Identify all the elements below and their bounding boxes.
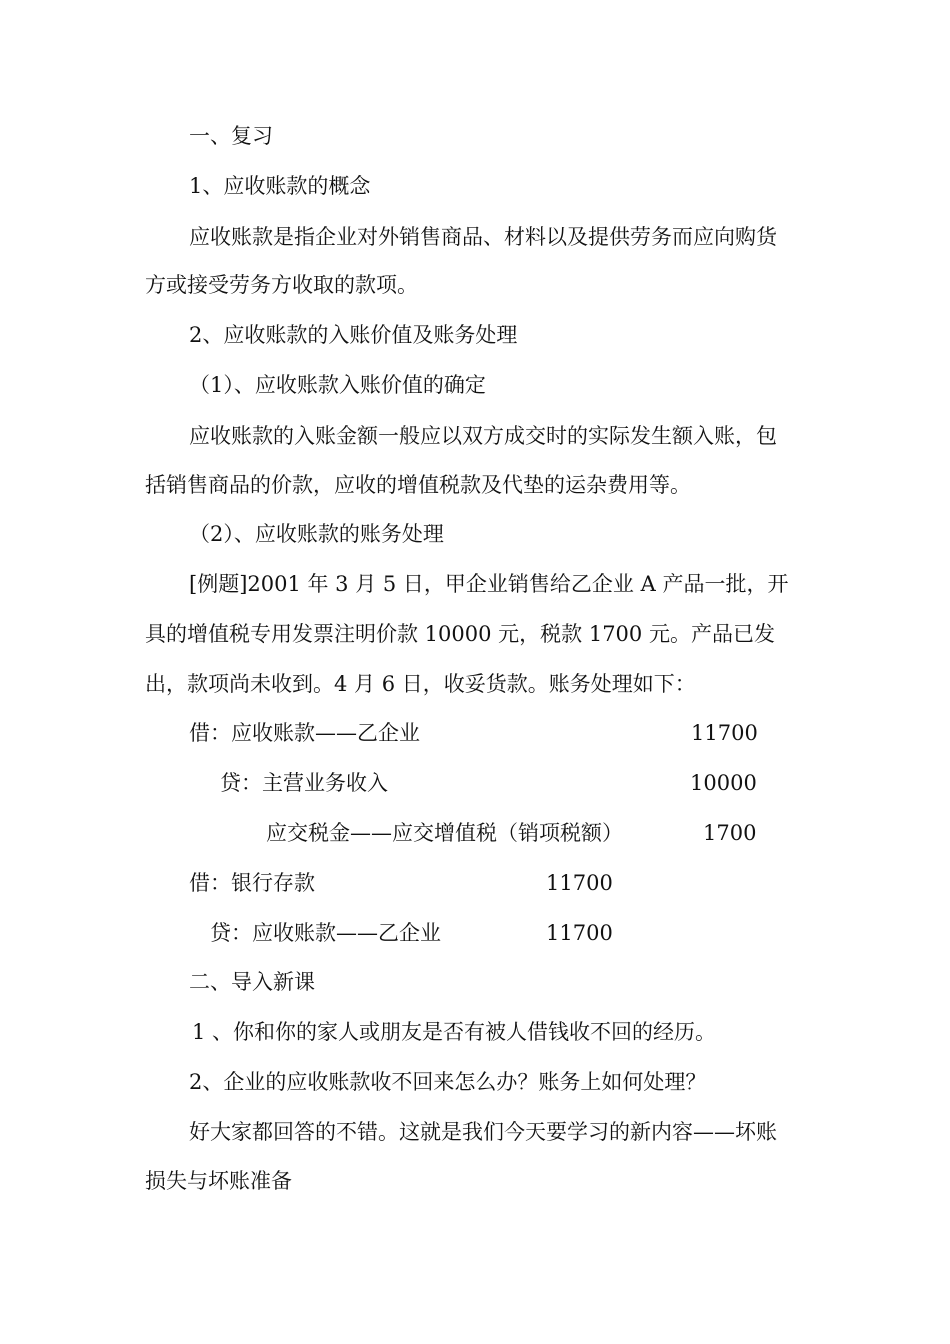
question-1: 1 、你和你的家人或朋友是否有被人借钱收不回的经历。 <box>192 1020 717 1044</box>
example-line-1: [例题]2001 年 3 月 5 日，甲企业销售给乙企业 A 产品一批，开 <box>189 572 789 596</box>
entry1-credit-1-amount: 10000 <box>690 771 757 795</box>
closing-line-1: 好大家都回答的不错。这就是我们今天要学习的新内容——坏账 <box>189 1120 777 1144</box>
example-line-2: 具的增值税专用发票注明价款 10000 元，税款 1700 元。产品已发 <box>145 622 775 646</box>
value-line-1: 应收账款的入账金额一般应以双方成交时的实际发生额入账，包 <box>189 424 777 448</box>
sub1-title: （1）、应收账款入账价值的确定 <box>189 373 486 397</box>
entry2-credit: 贷：应收账款——乙企业 <box>210 921 441 945</box>
definition-line-1: 应收账款是指企业对外销售商品、材料以及提供劳务而应向购货 <box>189 225 777 249</box>
entry1-credit-2: 应交税金——应交增值税（销项税额） <box>266 821 623 845</box>
definition-line-2: 方或接受劳务方收取的款项。 <box>145 273 418 297</box>
example-line-3: 出，款项尚未收到。4 月 6 日，收妥货款。账务处理如下： <box>145 672 696 696</box>
item1-title: 1、应收账款的概念 <box>189 174 371 198</box>
value-line-2: 括销售商品的价款，应收的增值税款及代垫的运杂费用等。 <box>145 473 691 497</box>
item2-title: 2、应收账款的入账价值及账务处理 <box>189 323 518 347</box>
entry1-credit-1: 贷：主营业务收入 <box>220 771 388 795</box>
intro-heading: 二、导入新课 <box>189 970 315 994</box>
closing-line-2: 损失与坏账准备 <box>145 1169 292 1193</box>
entry1-debit: 借：应收账款——乙企业 <box>189 721 420 745</box>
entry1-credit-2-amount: 1700 <box>703 821 757 845</box>
entry2-debit-amount: 11700 <box>546 871 613 895</box>
sub2-title: （2）、应收账款的账务处理 <box>189 522 444 546</box>
review-heading: 一、复习 <box>189 124 273 148</box>
entry1-debit-amount: 11700 <box>691 721 758 745</box>
entry2-credit-amount: 11700 <box>546 921 613 945</box>
entry2-debit: 借：银行存款 <box>189 871 315 895</box>
question-2: 2、企业的应收账款收不回来怎么办？账务上如何处理？ <box>189 1070 707 1094</box>
